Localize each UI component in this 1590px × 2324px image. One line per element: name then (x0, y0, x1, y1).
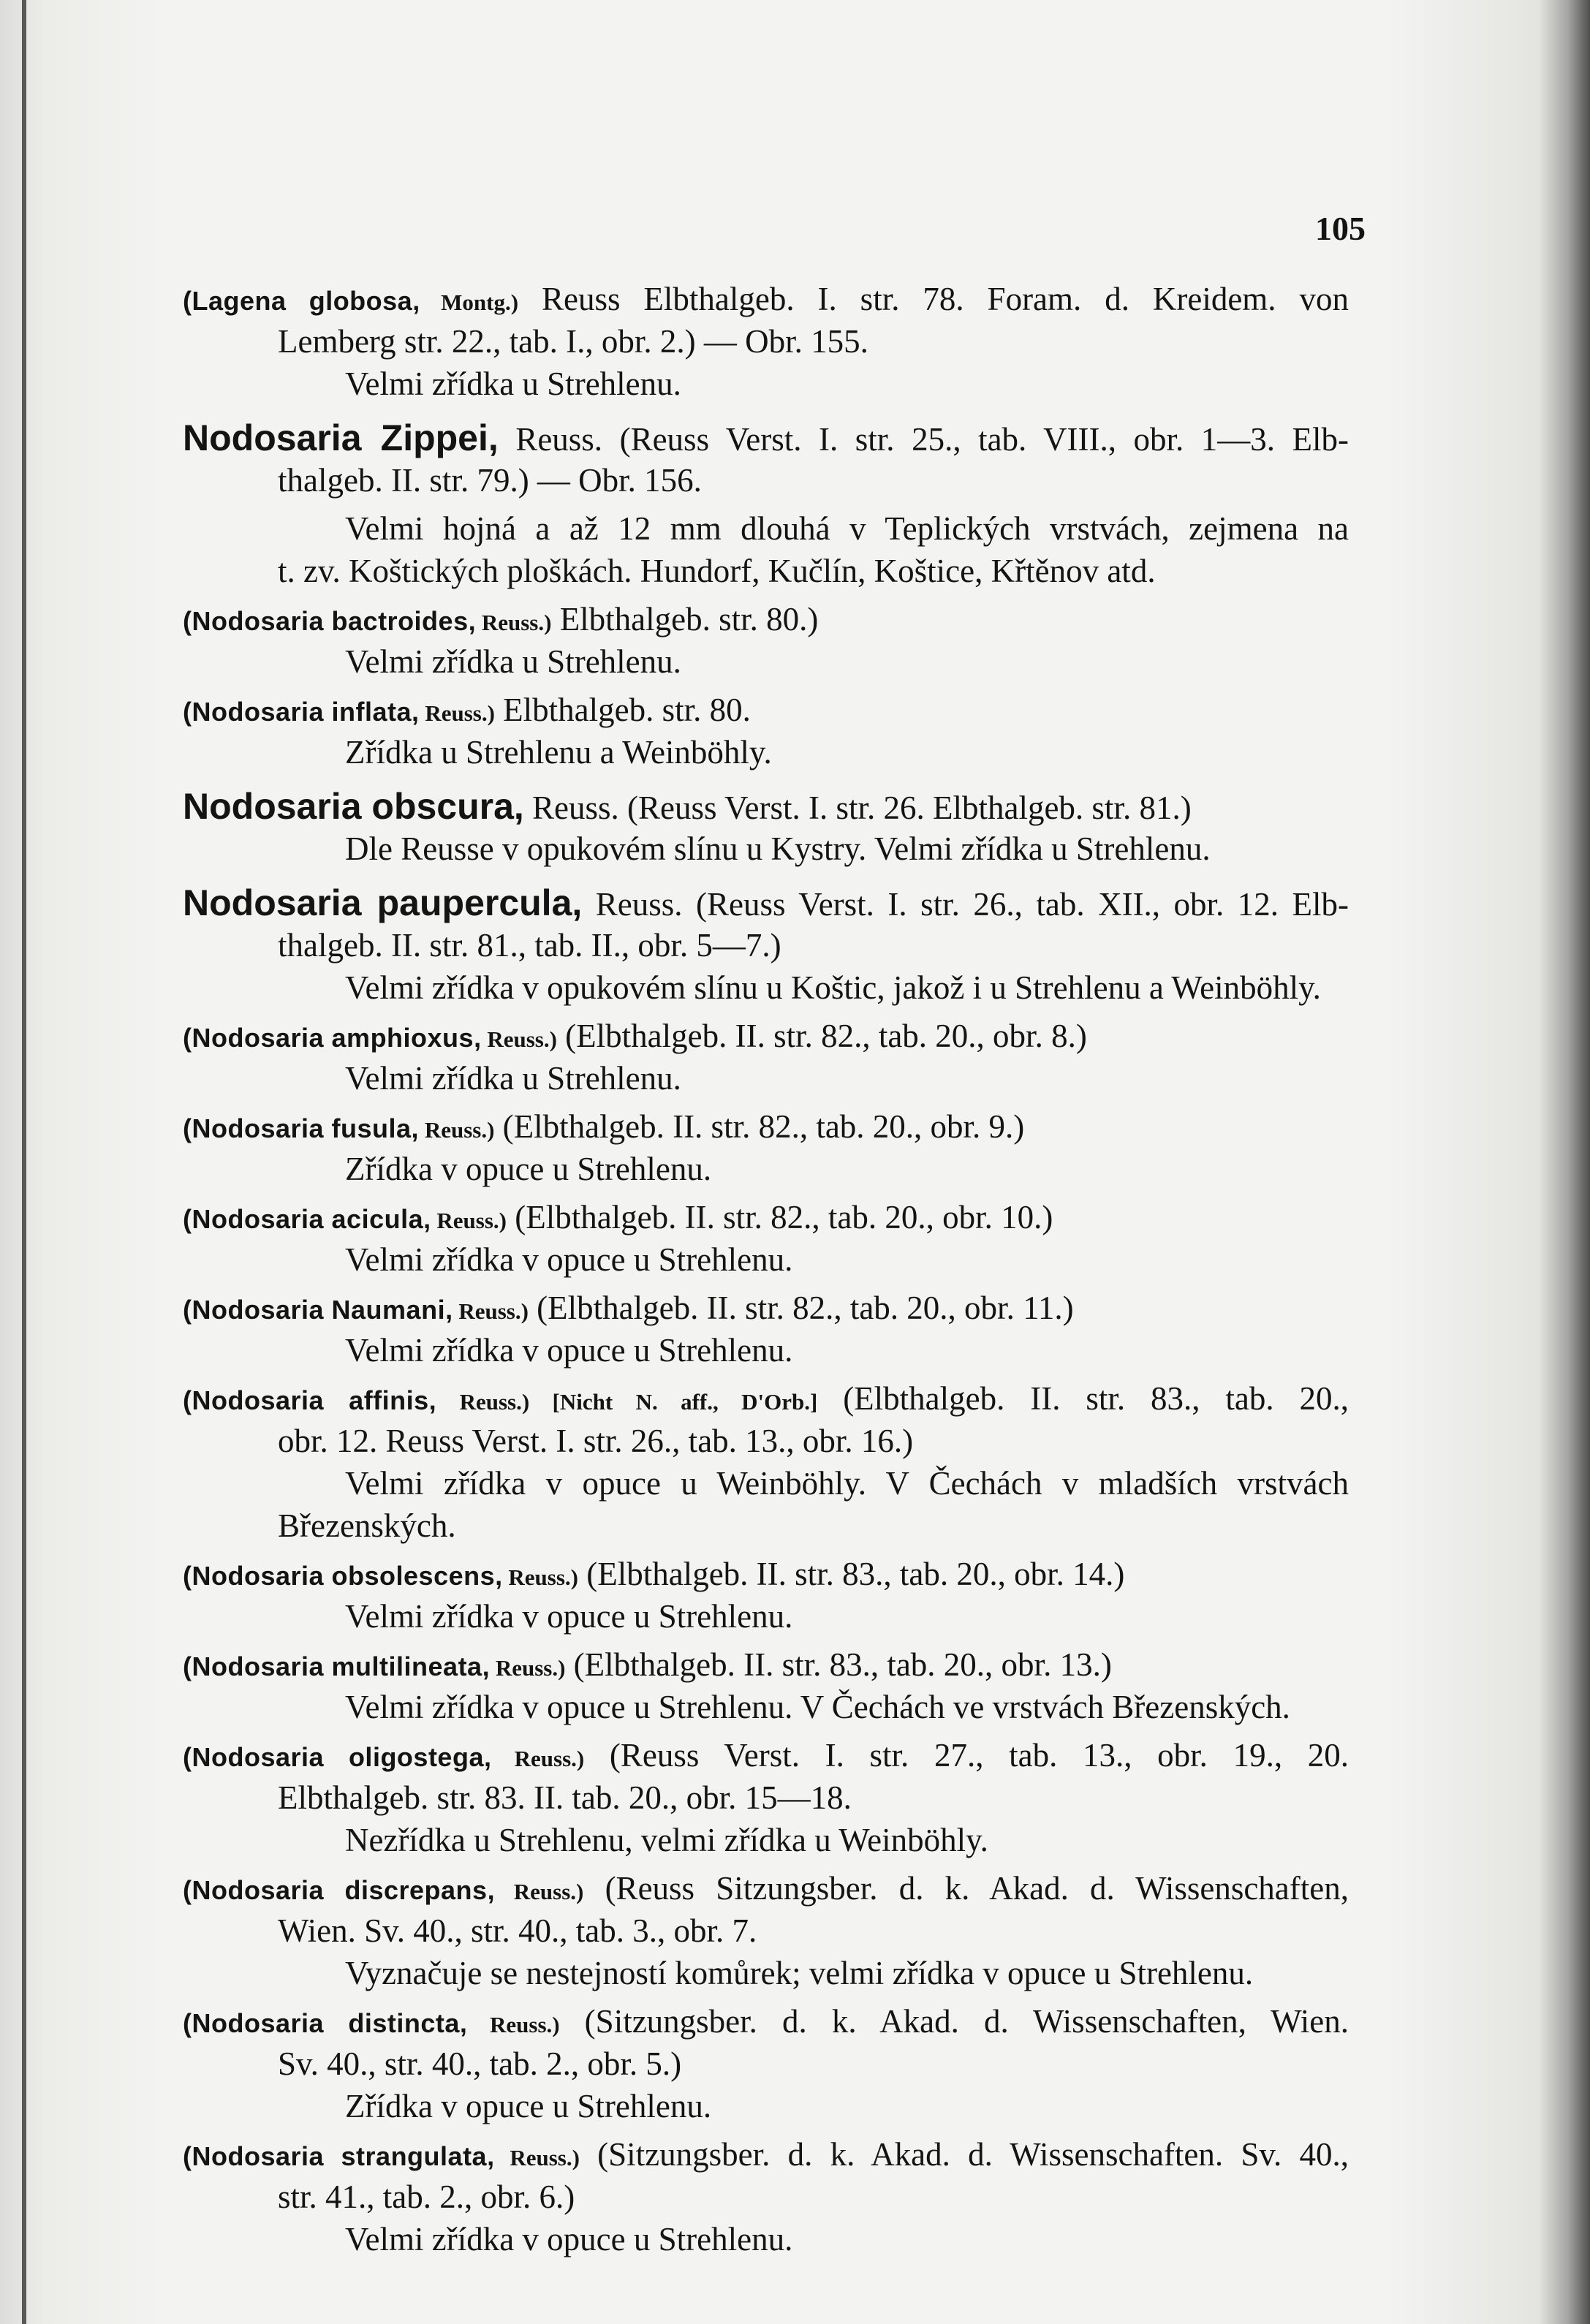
species-entry (0, 785, 1590, 870)
species-entry (0, 1867, 1590, 1994)
reference-text: (Elbthalgeb. II. str. 82., tab. 20., obr. 11.) (528, 1290, 1074, 1326)
occurrence-note: Velmi zřídka v opuce u Weinböhly. V Čechách v mladších vrstvách (345, 1465, 1349, 1502)
synonym-name: (Lagena globosa, (183, 286, 420, 316)
occurrence-note: Zřídka u Strehlenu a Weinböhly. (345, 734, 772, 771)
entry-heading-line (183, 1105, 1349, 1148)
reference-continuation: Elbthalgeb. str. 83. II. tab. 20., obr. 15—18. (278, 1779, 852, 1816)
page-number: 105 (1315, 210, 1366, 247)
entry-heading-line (183, 1643, 1349, 1686)
entry-heading-line (183, 1867, 1349, 1909)
reference-text: (Reuss Verst. I. str. 27., tab. 13., obr. 19., 20. (584, 1737, 1349, 1774)
synonym-author: Reuss.) (481, 1026, 557, 1052)
occurrence-note: Velmi zřídka v opuce u Strehlenu. (345, 2221, 793, 2257)
reference-text: (Reuss Sitzungsber. d. k. Akad. d. Wissenschaften, (583, 1870, 1349, 1907)
occurrence-note: Velmi zřídka v opuce u Strehlenu. (345, 1241, 793, 1278)
entry-heading-line (183, 417, 1349, 459)
species-entry (0, 1105, 1590, 1190)
occurrence-note: Velmi zřídka u Strehlenu. (345, 643, 681, 680)
synonym-author: Reuss.) (495, 1879, 584, 1904)
reference-text: (Sitzungsber. d. k. Akad. d. Wissenschaften. Sv. 40., (579, 2136, 1349, 2173)
reference-text: Elbthalgeb. str. 80.) (551, 601, 819, 637)
synonym-name: (Nodosaria bactroides, (183, 606, 477, 636)
synonym-author: Reuss.) (494, 2145, 580, 2170)
taxon-name: Nodosaria paupercula, (183, 882, 583, 923)
occurrence-note: Velmi zřídka v opuce u Strehlenu. (345, 1598, 793, 1635)
synonym-name: (Nodosaria discrepans, (183, 1875, 496, 1905)
reference-text: Reuss. (Reuss Verst. I. str. 25., tab. VIII., obr. 1—3. Elb- (498, 421, 1349, 458)
species-entry (0, 1377, 1590, 1547)
reference-text: (Elbthalgeb. II. str. 82., tab. 20., obr. 8.) (556, 1018, 1087, 1054)
synonym-name: (Nodosaria distincta, (183, 2008, 468, 2038)
occurrence-note: Zřídka v opuce u Strehlenu. (345, 1151, 712, 1187)
page-body (0, 278, 1590, 2260)
occurrence-note: Velmi zřídka u Strehlenu. (345, 366, 681, 402)
occurrence-note: Dle Reusse v opukovém slínu u Kystry. Velmi zřídka u Strehlenu. (345, 830, 1211, 867)
entry-heading-line (183, 1734, 1349, 1776)
entry-heading-line (183, 785, 1349, 828)
synonym-name: (Nodosaria inflata, (183, 697, 420, 727)
species-entry (0, 882, 1590, 1009)
synonym-author: Reuss.) (419, 700, 495, 726)
occurrence-note-continuation: t. zv. Koštických ploškách. Hundorf, Kučlín, Koštice, Křtěnov atd. (278, 553, 1156, 589)
synonym-name: (Nodosaria Naumani, (183, 1295, 453, 1325)
entry-heading-line (183, 1553, 1349, 1595)
occurrence-note: Velmi zřídka u Strehlenu. (345, 1060, 681, 1097)
synonym-name: (Nodosaria affinis, (183, 1385, 437, 1415)
reference-text: Elbthalgeb. str. 80. (494, 692, 751, 728)
entry-heading-line (183, 689, 1349, 731)
synonym-name: (Nodosaria amphioxus, (183, 1023, 482, 1053)
synonym-name: (Nodosaria fusula, (183, 1113, 420, 1143)
entry-heading-line (183, 1015, 1349, 1057)
species-entry (0, 1015, 1590, 1099)
entry-heading-line (183, 2133, 1349, 2176)
reference-continuation: Lemberg str. 22., tab. I., obr. 2.) — Obr. 155. (278, 323, 868, 360)
species-entry (0, 1196, 1590, 1281)
occurrence-note: Velmi zřídka v opukovém slínu u Koštic, jakož i u Strehlenu a Weinböhly. (345, 969, 1321, 1006)
taxon-name: Nodosaria Zippei, (183, 417, 499, 458)
occurrence-note: Velmi zřídka v opuce u Strehlenu. (345, 1332, 793, 1369)
synonym-name: (Nodosaria obsolescens, (183, 1561, 503, 1591)
reference-text: (Elbthalgeb. II. str. 83., tab. 20., (817, 1380, 1349, 1417)
entry-heading-line (183, 598, 1349, 640)
synonym-name: (Nodosaria oligostega, (183, 1742, 492, 1772)
reference-text: (Elbthalgeb. II. str. 82., tab. 20., obr. 9.) (494, 1108, 1025, 1145)
reference-text: Reuss. (Reuss Verst. I. str. 26., tab. XII., obr. 12. Elb- (582, 886, 1349, 923)
entry-heading-line (183, 1287, 1349, 1329)
reference-continuation: str. 41., tab. 2., obr. 6.) (278, 2179, 575, 2215)
reference-continuation: thalgeb. II. str. 79.) — Obr. 156. (278, 462, 702, 499)
occurrence-note: Zřídka v opuce u Strehlenu. (345, 2088, 712, 2124)
species-entry (0, 1643, 1590, 1728)
occurrence-note: Nezřídka u Strehlenu, velmi zřídka u Weinböhly. (345, 1822, 988, 1858)
synonym-author: Reuss.) (467, 2012, 560, 2037)
synonym-author: Reuss.) (453, 1298, 529, 1324)
reference-text: Reuss. (Reuss Verst. I. str. 26. Elbthalgeb. str. 81.) (523, 790, 1192, 826)
synonym-author: Reuss.) (476, 610, 552, 635)
synonym-author: Reuss.) (431, 1208, 507, 1233)
reference-text: (Sitzungsber. d. k. Akad. d. Wissenschaften, Wien. (559, 2003, 1349, 2040)
occurrence-note: Velmi hojná a až 12 mm dlouhá v Teplických vrstvách, zejmena na (345, 510, 1349, 547)
entry-heading-line (183, 2000, 1349, 2043)
synonym-author: Montg.) (420, 289, 519, 315)
species-entry (0, 689, 1590, 773)
synonym-author: Reuss.) (419, 1117, 495, 1143)
synonym-author: Reuss.) [Nicht N. aff., D'Orb.] (436, 1389, 818, 1415)
reference-text: Reuss Elbthalgeb. I. str. 78. Foram. d. Kreidem. von (518, 281, 1349, 317)
synonym-author: Reuss.) (490, 1655, 566, 1681)
species-entry (0, 2000, 1590, 2127)
synonym-author: Reuss.) (502, 1564, 578, 1590)
occurrence-note: Vyznačuje se nestejností komůrek; velmi zřídka v opuce u Strehlenu. (345, 1955, 1254, 1991)
entry-heading-line (183, 278, 1349, 320)
species-entry (0, 278, 1590, 405)
reference-text: (Elbthalgeb. II. str. 82., tab. 20., obr. 10.) (506, 1199, 1053, 1235)
species-entry (0, 598, 1590, 683)
reference-text: (Elbthalgeb. II. str. 83., tab. 20., obr. 14.) (578, 1556, 1125, 1592)
species-entry (0, 417, 1590, 592)
entry-heading-line (183, 882, 1349, 924)
reference-continuation: Wien. Sv. 40., str. 40., tab. 3., obr. 7. (278, 1912, 757, 1949)
reference-continuation: obr. 12. Reuss Verst. I. str. 26., tab. 13., obr. 16.) (278, 1423, 914, 1459)
reference-continuation: thalgeb. II. str. 81., tab. II., obr. 5—7.) (278, 927, 781, 964)
reference-continuation: Sv. 40., str. 40., tab. 2., obr. 5.) (278, 2045, 682, 2082)
synonym-name: (Nodosaria multilineata, (183, 1651, 491, 1681)
synonym-author: Reuss.) (491, 1746, 585, 1771)
occurrence-note-continuation: Březenských. (278, 1507, 456, 1544)
synonym-name: (Nodosaria strangulata, (183, 2141, 495, 2171)
species-entry (0, 1734, 1590, 1861)
species-entry (0, 1287, 1590, 1371)
entry-heading-line (183, 1196, 1349, 1238)
species-entry (0, 2133, 1590, 2260)
reference-text: (Elbthalgeb. II. str. 83., tab. 20., obr. 13.) (565, 1646, 1112, 1683)
entry-heading-line (183, 1377, 1349, 1420)
synonym-name: (Nodosaria acicula, (183, 1204, 431, 1234)
species-entry (0, 1553, 1590, 1638)
taxon-name: Nodosaria obscura, (183, 786, 524, 827)
occurrence-note: Velmi zřídka v opuce u Strehlenu. V Čechách ve vrstvách Březenských. (345, 1689, 1290, 1725)
